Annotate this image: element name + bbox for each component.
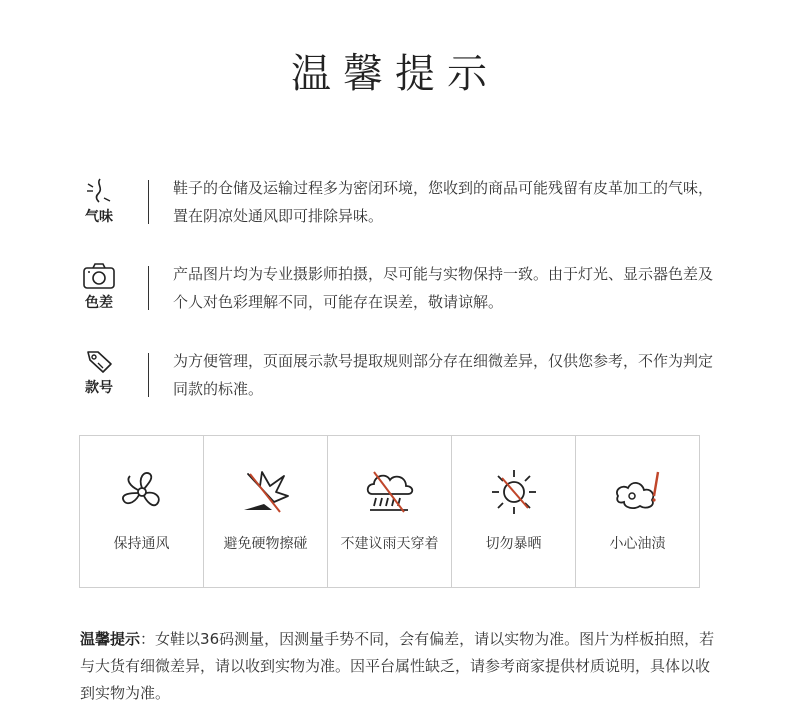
tip-color-label: 色差 (85, 295, 113, 311)
tip-style-number-text: 为方便管理，页面展示款号提取规则部分存在细微差异，仅供您参考，不作为判定同款的标准。 (173, 352, 714, 398)
care-item-ventilate (80, 436, 204, 587)
tip-smell-label: 气味 (85, 209, 113, 225)
fan-icon (116, 466, 168, 518)
tip-smell (78, 176, 718, 246)
tip-divider (148, 180, 149, 224)
no-sun-icon (488, 466, 540, 518)
oil-stain-icon (610, 466, 666, 518)
notice-key: 温馨提示 (80, 630, 141, 648)
tip-style-number-label: 款号 (85, 380, 113, 396)
tip-divider (148, 353, 149, 397)
no-rain-icon (362, 466, 418, 518)
notice-paragraph (80, 626, 720, 707)
tip-color (78, 262, 718, 332)
notice-separator: ： (140, 630, 156, 648)
no-impact-icon (240, 466, 292, 518)
notice-text: 女鞋以36码测量，因测量手势不同，会有偏差，请以实物为准。图片为样板拍照，若与大货有细微差异，请以收到实物为准。因平台属性缺乏，请参考商家提供材质说明，具体以收到实物为准。 (80, 630, 715, 702)
care-label-no-rain: 不建议雨天穿着 (340, 536, 439, 552)
care-label-no-sun: 切勿暴晒 (485, 536, 542, 552)
tip-smell-text: 鞋子的仓储及运输过程多为密闭环境，您收到的商品可能残留有皮革加工的气味，置在阴凉处通风即可排除异味。 (173, 179, 714, 225)
tip-smell-icon-block (78, 176, 120, 226)
care-item-no-rain (328, 436, 452, 587)
care-instructions-grid (79, 435, 700, 588)
camera-icon (82, 262, 116, 290)
care-item-oil-stain (576, 436, 699, 587)
tip-color-text: 产品图片均为专业摄影师拍摄，尽可能与实物保持一致。由于灯光、显示器色差及个人对色彩理解不同，可能存在误差，敬请谅解。 (173, 265, 714, 311)
tag-icon (84, 349, 114, 375)
tip-color-icon-block (78, 262, 120, 312)
tip-style-number-icon-block (78, 349, 120, 397)
page-title: 温馨提示 (291, 51, 499, 97)
care-item-no-sun (452, 436, 576, 587)
smell-icon (84, 176, 114, 204)
care-item-no-impact (204, 436, 328, 587)
care-label-oil-stain: 小心油渍 (609, 536, 666, 552)
tip-divider (148, 266, 149, 310)
care-label-ventilate: 保持通风 (113, 536, 170, 552)
care-label-no-impact: 避免硬物擦碰 (223, 536, 308, 552)
tip-style-number (78, 349, 718, 419)
